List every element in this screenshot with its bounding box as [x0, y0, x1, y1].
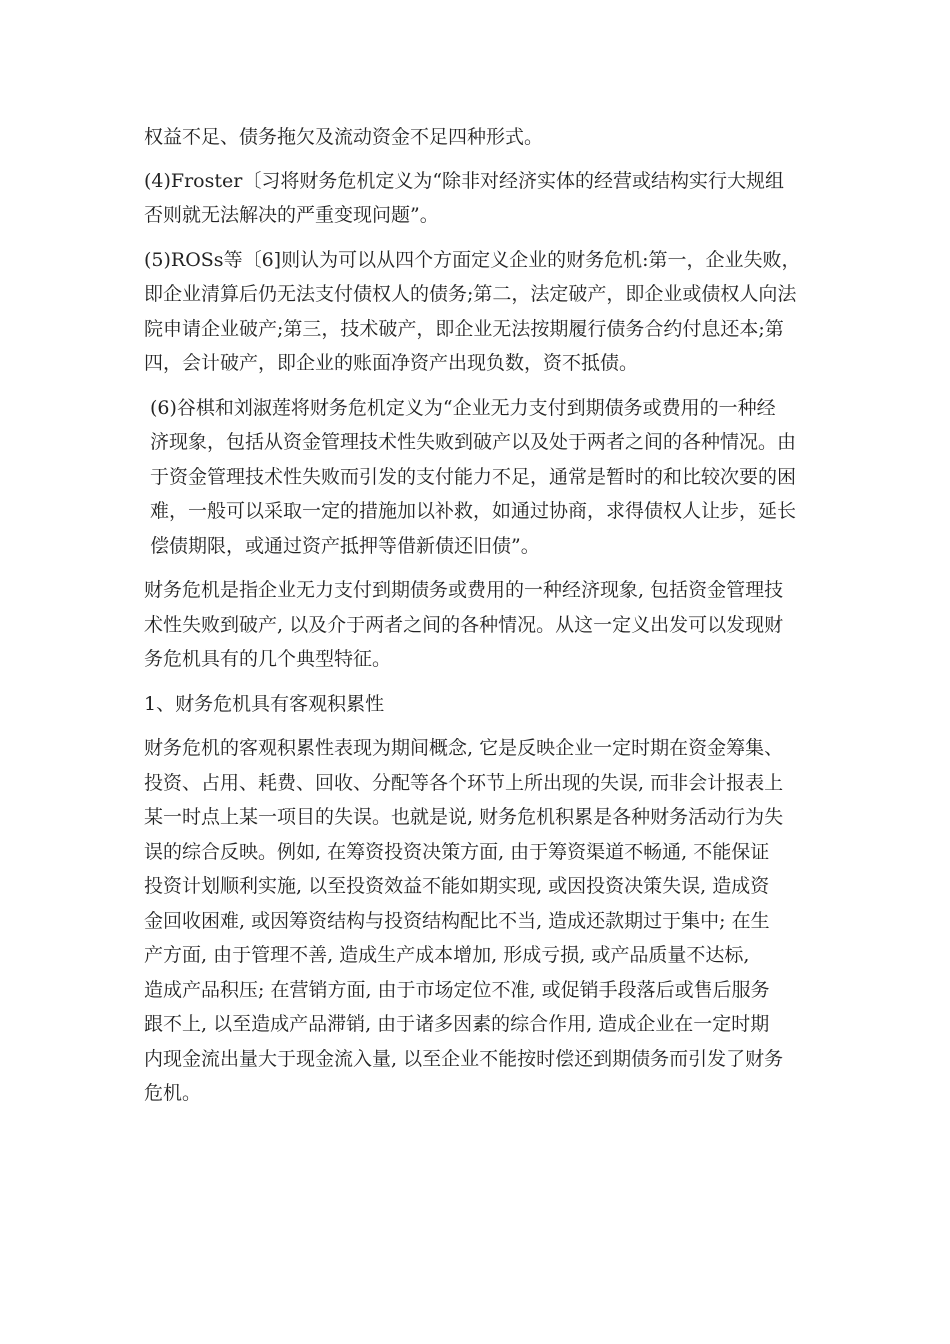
paragraph-gu-liu-definition: (6)谷棋和刘淑莲将财务危机定义为“企业无力支付到期债务或费用的一种经 济现象，包括从资金管理技术性失败到破产以及处于两者之间的各种情况。由 于资金管理技术性失败而引发的支付能力不足，通常是暂时的和比较次要的困 难，一般可以采取一定的措施加以补救，如通过协商，求得债权人让步，延长 偿债期限，或通过资产抵押等借新债还旧债”。	[150, 396, 797, 557]
document-body	[144, 120, 808, 1121]
paragraph-objective-accumulation: 财务危机的客观积累性表现为期间概念, 它是反映企业一定时期在资金筹集、 投资、占用、耗费、回收、分配等各个环节上所出现的失误, 而非会计报表上 某一时点上某一项目的失误。也就是说, 财务危机积累是各种财务活动行为失 误的综合反映。例如, 在筹资投资决策方面, 由于筹资渠道不畅通, 不能保证 投资计划顺利实施, 以至投资效益不能如期实现, 或因投资决策失误, 造成资 金回收困难, 或因筹资结构与投资结构配比不当, 造成还款期过于集中; 在生 产方面, 由于管理不善, 造成生产成本增加, 形成亏损, 或产品质量不达标, 造成产品积压; 在营销方面, 由于市场定位不准, 或促销手段落后或售后服务 跟不上, 以至造成产品滞销, 由于诸多因素的综合作用, 造成企业在一定时期 内现金流出量大于现金流入量, 以至企业不能按时偿还到期债务而引发了财务 危机。	[144, 737, 784, 1104]
paragraph-financial-crisis-definition: 财务危机是指企业无力支付到期债务或费用的一种经济现象, 包括资金管理技 术性失败到破产, 以及介于两者之间的各种情况。从这一定义出发可以发现财 务危机具有的几个典型特征。	[144, 579, 784, 670]
paragraph-forms: 权益不足、债务拖欠及流动资金不足四种形式。	[144, 126, 544, 148]
paragraph-froster-definition: (4)Froster〔习将财务危机定义为“除非对经济实体的经营或结构实行大规组 否则就无法解决的严重变现问题”。	[144, 169, 785, 226]
section-heading-objective-accumulation: 1、财务危机具有客观积累性	[144, 692, 385, 715]
paragraph-ross-definition: (5)ROSs等〔6]则认为可以从四个方面定义企业的财务危机:第一，企业失败， 即企业清算后仍无法支付债权人的债务;第二，法定破产，即企业或债权人向法 院申请企业破产;第三，技术破产，即企业无法按期履行债务合约付息还本;第 四，会计破产，即企业的账面净资产出现负数，资不抵债。	[144, 248, 801, 374]
